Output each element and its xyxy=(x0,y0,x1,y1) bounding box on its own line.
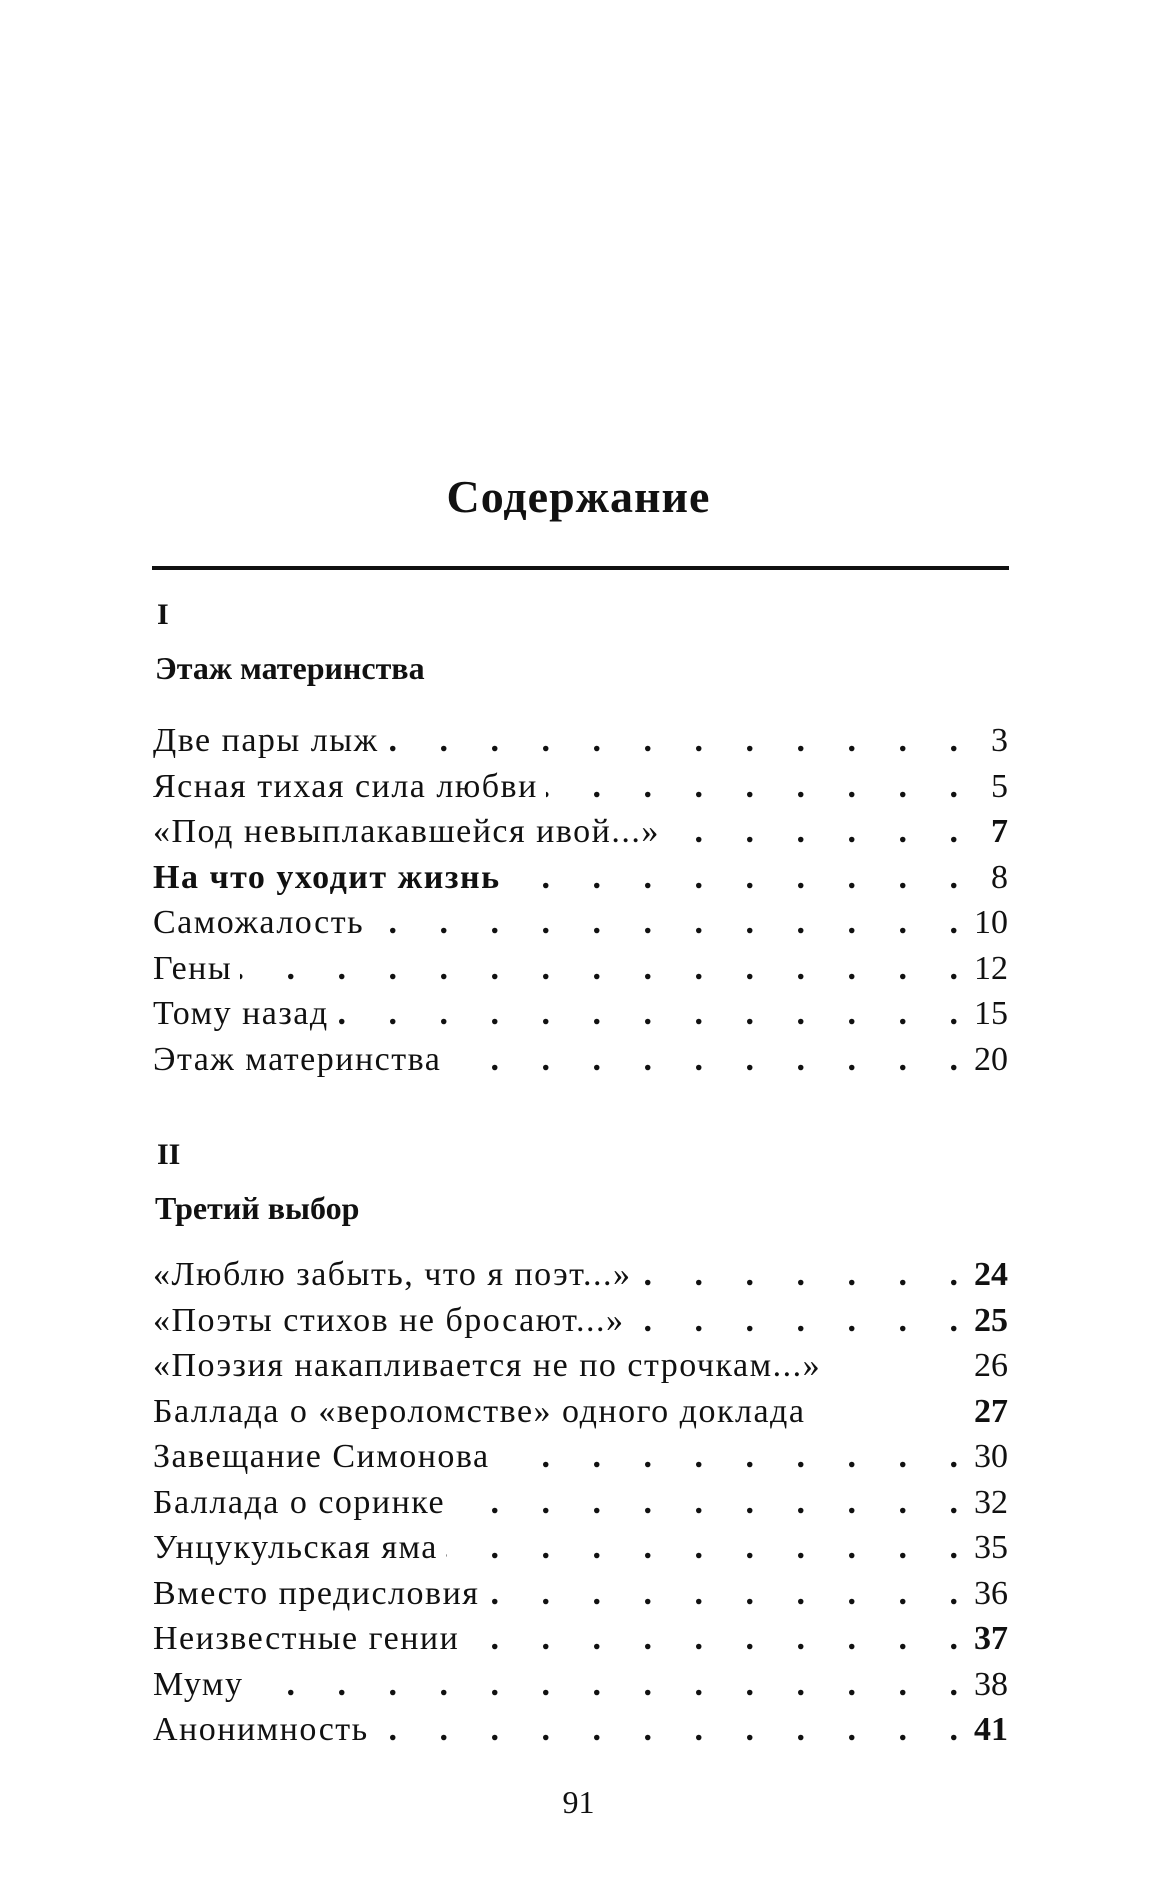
section-number-2: II xyxy=(157,1138,181,1171)
dot-leader xyxy=(446,1525,958,1570)
toc-entry xyxy=(153,855,1008,901)
dot-leader xyxy=(668,809,958,854)
toc-entry-title: Муму xyxy=(153,1665,244,1703)
dot-leader xyxy=(372,900,958,945)
section-title-2: Третий выбор xyxy=(155,1190,360,1226)
section-number-1: I xyxy=(157,598,169,631)
toc-entry-page: 15 xyxy=(974,995,1008,1032)
dot-leader xyxy=(240,946,958,991)
toc-entry-title: На что уходит жизнь xyxy=(153,858,501,896)
toc-entry xyxy=(153,1480,1008,1526)
toc-entry-title: «Поэты стихов не бросают...» xyxy=(153,1301,625,1339)
toc-entry xyxy=(153,1343,1008,1389)
toc-entry-page: 41 xyxy=(974,1711,1008,1748)
dot-leader xyxy=(632,1298,958,1343)
toc-entry xyxy=(153,1707,1008,1753)
toc-entry-page: 38 xyxy=(974,1665,1008,1703)
toc-entry-title: Две пары лыж xyxy=(153,722,379,759)
toc-entry xyxy=(153,1298,1008,1344)
toc-entry xyxy=(153,946,1008,992)
toc-entry xyxy=(153,1252,1008,1298)
toc-entry xyxy=(153,900,1008,946)
dot-leader xyxy=(487,1571,958,1616)
toc-entry xyxy=(153,1616,1008,1662)
toc-entry-title: Завещание Симонова xyxy=(153,1438,490,1475)
toc-entry xyxy=(153,1434,1008,1480)
toc-entry-page: 36 xyxy=(974,1574,1008,1612)
toc-entry xyxy=(153,1571,1008,1617)
dot-leader xyxy=(509,855,958,900)
toc-entry-title: Ясная тихая сила любви xyxy=(153,767,538,805)
toc-list-section-1 xyxy=(153,718,1008,1082)
toc-entry-page: 32 xyxy=(974,1483,1008,1521)
toc-entry-page: 37 xyxy=(974,1620,1008,1657)
toc-entry-page: 30 xyxy=(974,1438,1008,1475)
toc-entry xyxy=(153,1389,1008,1435)
page-title: Содержание xyxy=(446,471,711,522)
toc-entry-page: 5 xyxy=(991,767,1008,805)
toc-entry-title: Баллада о «вероломстве» одного доклада xyxy=(153,1392,806,1430)
toc-entry-page: 26 xyxy=(974,1347,1008,1384)
dot-leader xyxy=(337,991,958,1036)
section-title-1: Этаж материнства xyxy=(155,650,425,686)
toc-entry-title: Вместо предисловия xyxy=(153,1574,480,1612)
dot-leader xyxy=(387,718,958,763)
toc-entry-page: 12 xyxy=(974,949,1008,987)
dot-leader xyxy=(498,1434,958,1479)
toc-entry xyxy=(153,1037,1008,1083)
dot-leader xyxy=(449,1037,958,1082)
toc-entry xyxy=(153,991,1008,1037)
dot-leader xyxy=(377,1707,958,1752)
toc-entry-page: 35 xyxy=(974,1529,1008,1566)
toc-entry-page: 24 xyxy=(974,1256,1008,1293)
toc-entry-page: 27 xyxy=(974,1392,1008,1430)
toc-entry-title: Тому назад xyxy=(153,995,329,1032)
toc-entry-title: Этаж материнства xyxy=(153,1040,442,1078)
toc-entry-page: 25 xyxy=(974,1301,1008,1339)
toc-entry-page: 20 xyxy=(974,1040,1008,1078)
toc-entry-page: 10 xyxy=(974,904,1008,941)
toc-entry-title: «Поэзия накапливается не по строчкам...» xyxy=(153,1347,822,1384)
toc-entry xyxy=(153,809,1008,855)
dot-leader xyxy=(453,1480,958,1525)
toc-entry xyxy=(153,1662,1008,1708)
toc-entry-title: Анонимность xyxy=(153,1711,369,1748)
toc-entry-page: 8 xyxy=(991,858,1008,896)
toc-entry-title: «Под невыплакавшейся ивой...» xyxy=(153,813,660,850)
toc-entry-page: 7 xyxy=(991,813,1008,850)
title-rule xyxy=(152,566,1009,570)
dot-leader xyxy=(251,1662,958,1707)
dot-leader xyxy=(467,1616,958,1661)
dot-leader xyxy=(639,1252,958,1297)
toc-entry-title: «Люблю забыть, что я поэт...» xyxy=(153,1256,632,1293)
toc-entry-title: Неизвестные гении xyxy=(153,1620,460,1657)
toc-entry-title: Гены xyxy=(153,949,233,987)
toc-entry xyxy=(153,718,1008,764)
toc-entry xyxy=(153,764,1008,810)
toc-entry-page: 3 xyxy=(991,722,1008,759)
dot-leader xyxy=(546,764,958,809)
toc-entry-title: Саможалость xyxy=(153,904,365,941)
toc-list-section-2 xyxy=(153,1252,1008,1753)
toc-entry-title: Баллада о соринке xyxy=(153,1483,446,1521)
toc-entry xyxy=(153,1525,1008,1571)
toc-entry-title: Унцукульская яма xyxy=(153,1529,438,1566)
page-number: 91 xyxy=(562,1784,595,1820)
